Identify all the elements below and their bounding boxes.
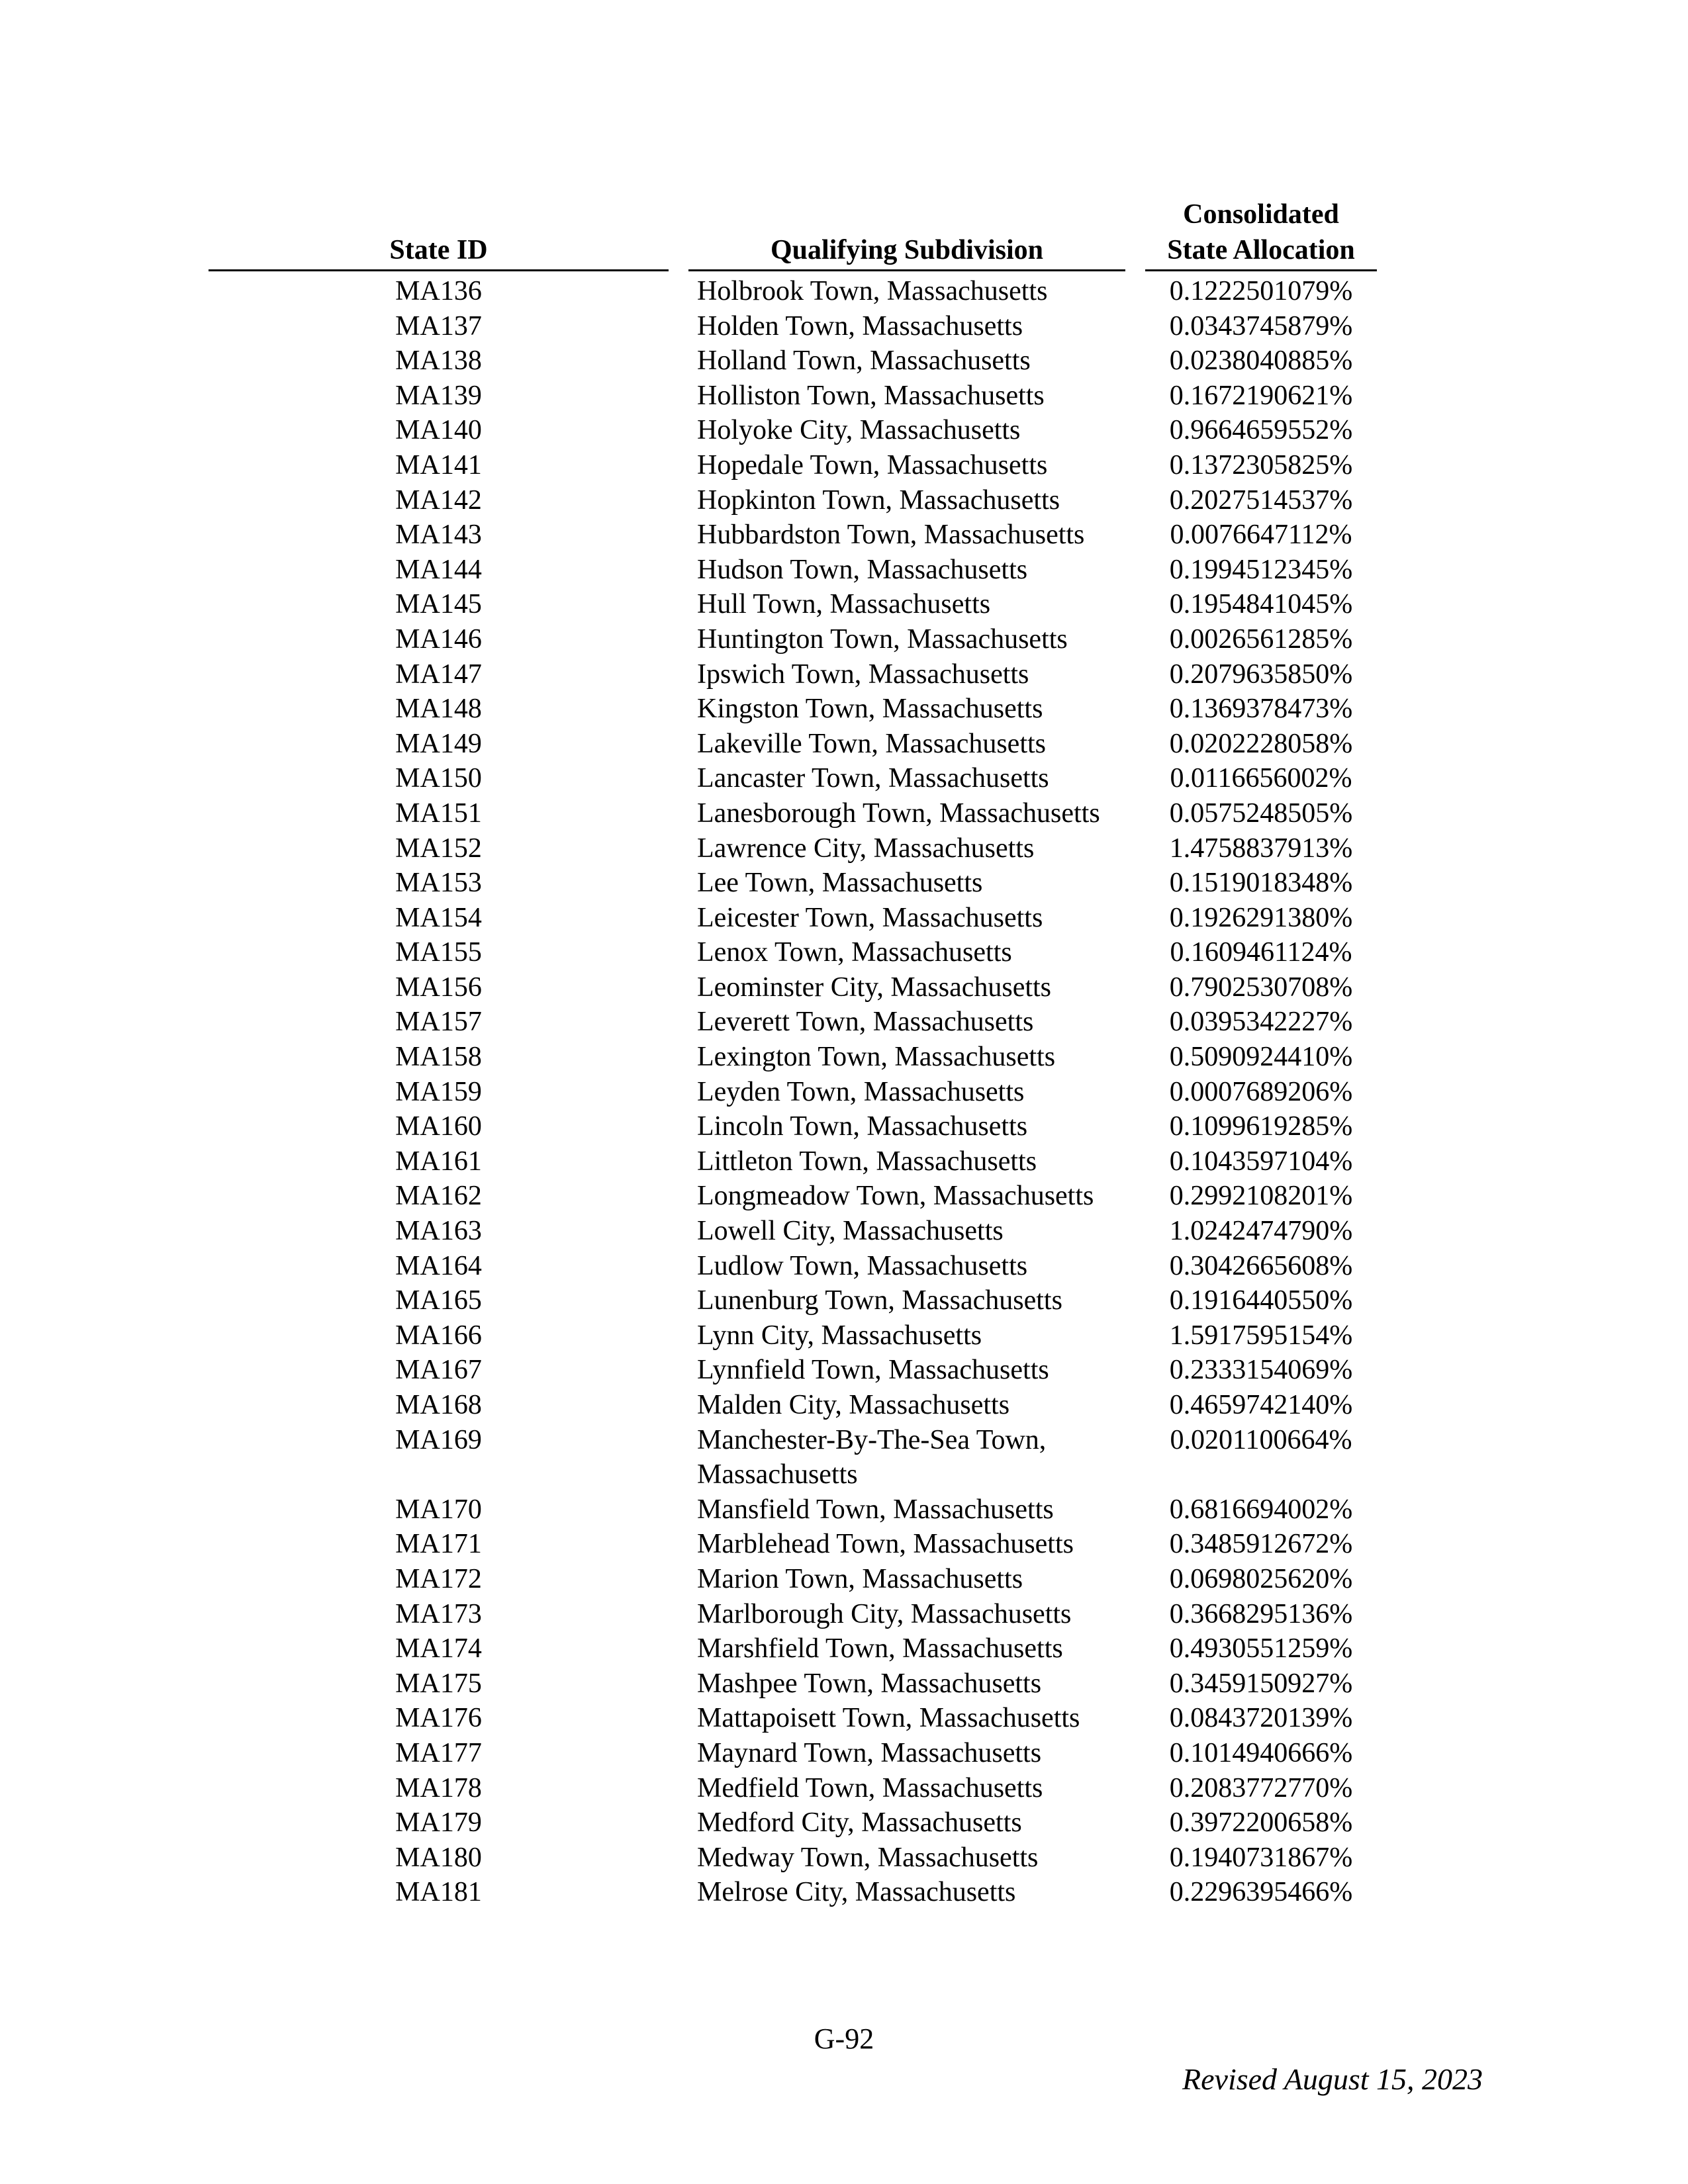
table-row (0, 1318, 1688, 1353)
subdivision-cell: Lancaster Town, Massachusetts (697, 763, 1049, 794)
state-id-cell: MA172 (395, 1563, 482, 1594)
state-id-cell: MA150 (395, 763, 482, 794)
table-row (0, 1736, 1688, 1771)
allocation-cell: 0.1519018348% (1169, 868, 1353, 899)
allocation-cell: 0.0202228058% (1169, 728, 1353, 759)
state-id-cell: MA137 (395, 310, 482, 341)
table-row (0, 1005, 1688, 1040)
state-id-cell: MA175 (395, 1668, 482, 1699)
table-row (0, 796, 1688, 831)
table-row (0, 448, 1688, 483)
table-row (0, 413, 1688, 448)
subdivision-cell: Marshfield Town, Massachusetts (697, 1633, 1063, 1664)
table-row (0, 1249, 1688, 1284)
state-id-cell: MA181 (395, 1877, 482, 1908)
allocation-cell: 0.0238040885% (1169, 345, 1353, 377)
table-row (0, 1771, 1688, 1806)
state-id-cell: MA160 (395, 1111, 482, 1142)
allocation-cell: 0.6816694002% (1169, 1494, 1353, 1525)
allocation-cell: 0.1372305825% (1169, 449, 1353, 480)
allocation-cell: 1.0242474790% (1169, 1216, 1353, 1247)
table-row (0, 518, 1688, 553)
allocation-cell: 0.2083772770% (1169, 1772, 1353, 1803)
allocation-cell: 1.4758837913% (1169, 833, 1353, 864)
allocation-cell: 0.0076647112% (1170, 520, 1352, 551)
table-row (0, 483, 1688, 518)
subdivision-cell: Marion Town, Massachusetts (697, 1563, 1023, 1594)
allocation-cell: 0.2333154069% (1169, 1355, 1353, 1386)
header-allocation-line1: Consolidated (1183, 199, 1339, 230)
allocation-cell: 0.1099619285% (1169, 1111, 1353, 1142)
header-state-id (209, 232, 669, 271)
state-id-cell: MA144 (395, 554, 482, 585)
state-id-cell: MA159 (395, 1076, 482, 1107)
table-row (0, 727, 1688, 762)
table-row (0, 309, 1688, 344)
state-id-cell: MA138 (395, 345, 482, 377)
table-row (0, 274, 1688, 309)
state-id-cell: MA147 (395, 659, 482, 690)
table-row (0, 761, 1688, 796)
subdivision-cell: Marblehead Town, Massachusetts (697, 1529, 1074, 1560)
subdivision-cell: Lanesborough Town, Massachusetts (697, 797, 1100, 829)
table-row (0, 1527, 1688, 1562)
subdivision-cell: Leicester Town, Massachusetts (697, 902, 1043, 933)
allocation-cell: 0.3972200658% (1169, 1807, 1353, 1839)
subdivision-cell: Ipswich Town, Massachusetts (697, 659, 1029, 690)
state-id-cell: MA177 (395, 1737, 482, 1768)
table-row (0, 1075, 1688, 1110)
subdivision-cell: Hubbardston Town, Massachusetts (697, 520, 1085, 551)
table-row (0, 622, 1688, 657)
state-id-cell: MA157 (395, 1007, 482, 1038)
state-id-cell: MA139 (395, 380, 482, 411)
table-row (0, 1144, 1688, 1179)
table-row (0, 1562, 1688, 1597)
subdivision-cell: Maynard Town, Massachusetts (697, 1737, 1042, 1768)
subdivision-cell: Medfield Town, Massachusetts (697, 1772, 1043, 1803)
subdivision-cell: Hull Town, Massachusetts (697, 589, 991, 620)
subdivision-cell: Lexington Town, Massachusetts (697, 1042, 1056, 1073)
state-id-cell: MA164 (395, 1250, 482, 1281)
state-id-cell: MA146 (395, 623, 482, 655)
table-row (0, 1701, 1688, 1736)
allocation-cell: 0.0395342227% (1169, 1007, 1353, 1038)
allocation-cell: 0.4659742140% (1169, 1390, 1353, 1420)
table-row (0, 1423, 1688, 1492)
subdivision-cell: Mattapoisett Town, Massachusetts (697, 1703, 1080, 1734)
table-row (0, 1841, 1688, 1876)
header-qualifying-subdivision (688, 232, 1125, 271)
allocation-cell: 0.1609461124% (1170, 937, 1352, 968)
subdivision-cell: Lee Town, Massachusetts (697, 868, 983, 899)
allocation-cell: 0.1940731867% (1169, 1842, 1353, 1873)
page-number: G-92 (814, 2023, 874, 2055)
allocation-cell: 0.2992108201% (1169, 1181, 1353, 1212)
allocation-cell: 0.1926291380% (1169, 902, 1353, 933)
table-row (0, 1631, 1688, 1666)
allocation-cell: 0.1043597104% (1169, 1146, 1353, 1177)
subdivision-cell: Holden Town, Massachusetts (697, 310, 1023, 341)
subdivision-cell: Lunenburg Town, Massachusetts (697, 1285, 1062, 1316)
allocation-cell: 1.5917595154% (1169, 1320, 1353, 1351)
subdivision-cell: Mansfield Town, Massachusetts (697, 1494, 1054, 1525)
header-allocation-line2: State Allocation (1167, 235, 1355, 265)
state-id-cell: MA162 (395, 1181, 482, 1212)
table-header (0, 192, 1688, 271)
subdivision-cell: Leominster City, Massachusetts (697, 972, 1052, 1003)
state-id-cell: MA171 (395, 1529, 482, 1560)
allocation-cell: 0.1222501079% (1169, 276, 1353, 306)
state-id-cell: MA153 (395, 868, 482, 899)
allocation-cell: 0.1672190621% (1169, 380, 1353, 411)
subdivision-cell: Holliston Town, Massachusetts (697, 380, 1045, 411)
table-row (0, 1109, 1688, 1144)
subdivision-cell: Manchester-By-The-Sea Town, Massachusetts (697, 1424, 1047, 1490)
subdivision-cell: Hopedale Town, Massachusetts (697, 449, 1048, 480)
state-id-cell: MA179 (395, 1807, 482, 1839)
subdivision-cell: Lincoln Town, Massachusetts (697, 1111, 1028, 1142)
state-id-cell: MA158 (395, 1042, 482, 1073)
table-row (0, 831, 1688, 866)
table-row (0, 553, 1688, 588)
allocation-cell: 0.1954841045% (1169, 589, 1353, 620)
table-row (0, 1805, 1688, 1841)
allocation-cell: 0.5090924410% (1169, 1042, 1353, 1073)
subdivision-cell: Mashpee Town, Massachusetts (697, 1668, 1042, 1699)
state-id-cell: MA161 (395, 1146, 482, 1177)
table-row (0, 343, 1688, 379)
table-row (0, 1666, 1688, 1702)
state-id-cell: MA148 (395, 694, 482, 725)
state-id-cell: MA173 (395, 1598, 482, 1629)
subdivision-cell: Malden City, Massachusetts (697, 1390, 1010, 1420)
allocation-cell: 0.7902530708% (1169, 972, 1353, 1003)
subdivision-cell: Kingston Town, Massachusetts (697, 694, 1043, 725)
table-row (0, 901, 1688, 936)
state-id-cell: MA152 (395, 833, 482, 864)
allocation-cell: 0.3485912672% (1169, 1529, 1353, 1560)
table-row (0, 1040, 1688, 1075)
state-id-cell: MA168 (395, 1390, 482, 1420)
state-id-cell: MA166 (395, 1320, 482, 1351)
subdivision-cell: Lawrence City, Massachusetts (697, 833, 1035, 864)
state-id-cell: MA163 (395, 1216, 482, 1247)
subdivision-cell: Leyden Town, Massachusetts (697, 1076, 1025, 1107)
table-row (0, 379, 1688, 414)
allocation-cell: 0.4930551259% (1169, 1633, 1353, 1664)
allocation-cell: 0.1369378473% (1169, 694, 1353, 725)
allocation-cell: 0.0343745879% (1169, 310, 1353, 341)
state-id-cell: MA180 (395, 1842, 482, 1873)
subdivision-cell: Holland Town, Massachusetts (697, 345, 1031, 377)
table-row (0, 1353, 1688, 1388)
state-id-cell: MA156 (395, 972, 482, 1003)
subdivision-cell: Holbrook Town, Massachusetts (697, 276, 1048, 306)
header-consolidated-allocation (1145, 197, 1377, 271)
header-subdivision-label: Qualifying Subdivision (770, 235, 1044, 265)
allocation-cell: 0.1916440550% (1169, 1285, 1353, 1316)
state-id-cell: MA151 (395, 797, 482, 829)
state-id-cell: MA149 (395, 728, 482, 759)
state-id-cell: MA174 (395, 1633, 482, 1664)
subdivision-cell: Hopkinton Town, Massachusetts (697, 484, 1060, 516)
state-id-cell: MA178 (395, 1772, 482, 1803)
allocation-cell: 0.0116656002% (1170, 763, 1352, 794)
allocation-cell: 0.0026561285% (1169, 623, 1353, 655)
state-id-cell: MA165 (395, 1285, 482, 1316)
subdivision-cell: Huntington Town, Massachusetts (697, 623, 1068, 655)
state-id-cell: MA141 (395, 449, 482, 480)
allocation-cell: 0.1014940666% (1169, 1737, 1353, 1768)
state-id-cell: MA140 (395, 415, 482, 446)
header-state-id-label: State ID (389, 235, 488, 265)
subdivision-cell: Lynnfield Town, Massachusetts (697, 1355, 1049, 1386)
subdivision-cell: Lakeville Town, Massachusetts (697, 728, 1047, 759)
allocation-cell: 0.3042665608% (1169, 1250, 1353, 1281)
subdivision-cell: Lenox Town, Massachusetts (697, 937, 1012, 968)
state-id-cell: MA167 (395, 1355, 482, 1386)
allocation-cell: 0.3668295136% (1169, 1598, 1353, 1629)
state-id-cell: MA143 (395, 520, 482, 551)
table-row (0, 1492, 1688, 1527)
table-row (0, 1283, 1688, 1318)
allocation-cell: 0.1994512345% (1169, 554, 1353, 585)
subdivision-cell: Lowell City, Massachusetts (697, 1216, 1004, 1247)
subdivision-cell: Marlborough City, Massachusetts (697, 1598, 1072, 1629)
table-row (0, 935, 1688, 970)
subdivision-cell: Hudson Town, Massachusetts (697, 554, 1028, 585)
table-body (0, 274, 1688, 1910)
allocation-cell: 0.0007689206% (1169, 1076, 1353, 1107)
state-id-cell: MA136 (395, 276, 482, 306)
subdivision-cell: Littleton Town, Massachusetts (697, 1146, 1037, 1177)
table-row (0, 1179, 1688, 1214)
subdivision-cell: Leverett Town, Massachusetts (697, 1007, 1034, 1038)
state-id-cell: MA145 (395, 589, 482, 620)
table-row (0, 1875, 1688, 1910)
allocation-cell: 0.9664659552% (1169, 415, 1353, 446)
subdivision-cell: Melrose City, Massachusetts (697, 1877, 1016, 1908)
allocation-cell: 0.3459150927% (1169, 1668, 1353, 1699)
subdivision-cell: Holyoke City, Massachusetts (697, 415, 1021, 446)
allocation-cell: 0.0201100664% (1170, 1424, 1352, 1455)
state-id-cell: MA155 (395, 937, 482, 968)
table-row (0, 692, 1688, 727)
subdivision-cell: Longmeadow Town, Massachusetts (697, 1181, 1094, 1212)
table-row (0, 1388, 1688, 1423)
allocation-cell: 0.0843720139% (1169, 1703, 1353, 1734)
table-row (0, 657, 1688, 692)
table-row (0, 866, 1688, 901)
subdivision-cell: Medford City, Massachusetts (697, 1807, 1022, 1839)
subdivision-cell: Medway Town, Massachusetts (697, 1842, 1039, 1873)
revised-date: Revised August 15, 2023 (1182, 2062, 1483, 2096)
table-row (0, 1597, 1688, 1632)
table-row (0, 587, 1688, 622)
subdivision-cell: Lynn City, Massachusetts (697, 1320, 982, 1351)
allocation-cell: 0.0698025620% (1169, 1563, 1353, 1594)
table-row (0, 970, 1688, 1005)
state-id-cell: MA142 (395, 484, 482, 516)
allocation-cell: 0.2027514537% (1169, 484, 1353, 516)
table-row (0, 1214, 1688, 1249)
state-id-cell: MA169 (395, 1424, 482, 1455)
state-id-cell: MA170 (395, 1494, 482, 1525)
allocation-cell: 0.0575248505% (1169, 797, 1353, 829)
state-id-cell: MA176 (395, 1703, 482, 1734)
allocation-cell: 0.2079635850% (1169, 659, 1353, 690)
allocation-cell: 0.2296395466% (1169, 1877, 1353, 1908)
state-id-cell: MA154 (395, 902, 482, 933)
subdivision-cell: Ludlow Town, Massachusetts (697, 1250, 1028, 1281)
